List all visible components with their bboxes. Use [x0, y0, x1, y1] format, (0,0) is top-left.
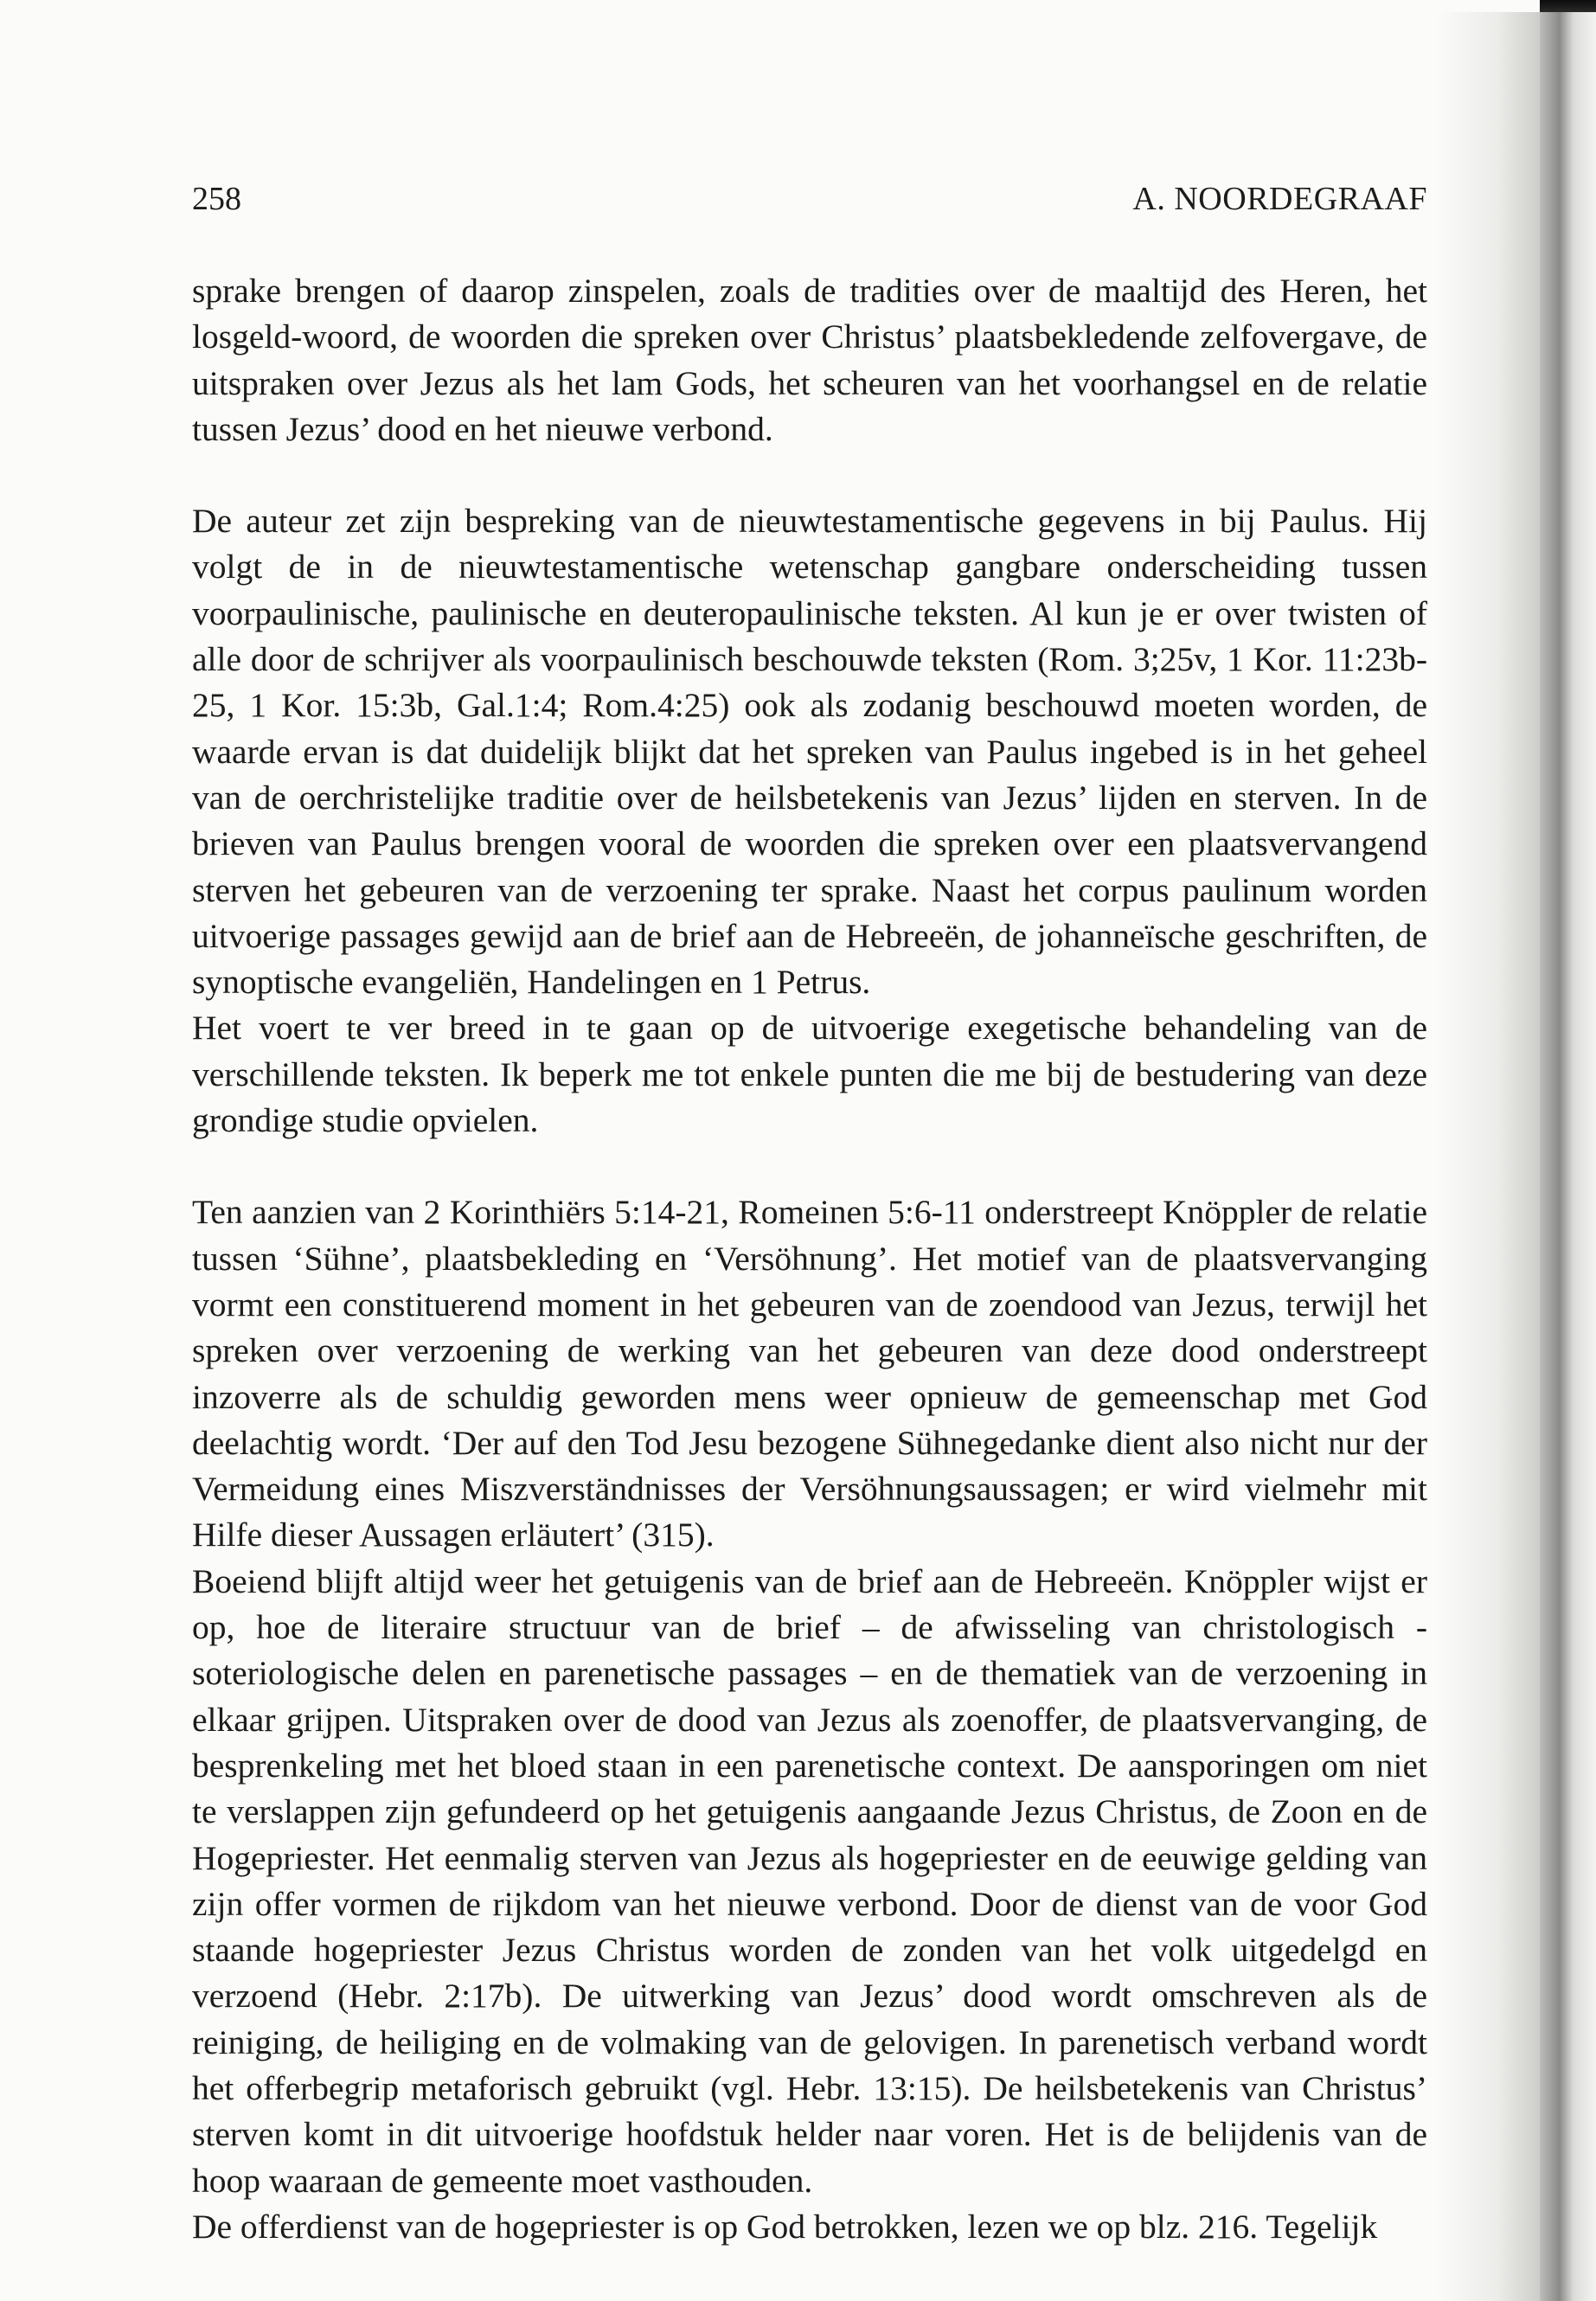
page-number: 258 — [192, 181, 241, 217]
binding-shadow — [1436, 12, 1540, 2301]
paragraph: Boeiend blijft altijd weer het getuigenis van de brief aan de Hebreeën. Knöppler wijst er op, hoe de literaire structuur van de brief – de afwisseling van christologisch - soteriologische delen en parenetische passages – en de thematiek van de verzoening in elkaar grijpen. Uitspraken over de dood van Jezus als zoenoffer, de plaatsvervanging, de besprenkeling met het bloed staan in een parenetische context. De aansporingen om niet te verslappen zijn gefundeerd op het getuigenis aangaande Jezus Christus, de Zoon en de Hogepriester. Het eenmalig sterven van Jezus als hogepriester en de eeuwige gelding van zijn offer vormen de rijkdom van het nieuwe verbond. Door de dienst van de voor God staande hogepriester Jezus Christus worden de zonden van het volk uitgedelgd en verzoend (Hebr. 2:17b). De uitwerking van Jezus’ dood wordt omschreven als de reiniging, de heiliging en de volmaking van de gelovigen. In parenetisch verband wordt het offerbegrip metaforisch gebruikt (vgl. Hebr. 13:15). De heilsbetekenis van Christus’ sterven komt in dit uitvoerige hoofdstuk helder naar voren. Het is de belijdenis van de hoop waaraan de gemeente moet vasthouden. — [192, 1561, 1427, 2200]
page-header — [192, 173, 1427, 225]
paragraph: De offerdienst van de hogepriester is op God betrokken, lezen we op blz. 216. Tegelijk — [192, 2207, 1378, 2246]
paragraph: Het voert te ver breed in te gaan op de uitvoerige exegetische behandeling van de verschillende teksten. Ik beperk me tot enkele punten die me bij de bestudering van deze grondige studie opvielen. — [192, 1009, 1427, 1140]
paragraph: Ten aanzien van 2 Korinthiërs 5:14-21, Romeinen 5:6-11 onderstreept Knöppler de relatie tussen ‘Sühne’, plaatsbekleding en ‘Versöhnung’. Het motief van de plaatsvervanging vormt een constituerend moment in het gebeuren van de zoendood van Jezus, terwijl het spreken over verzoening de werking van het gebeuren van deze dood onderstreept inzoverre als de schuldig geworden mens weer opnieuw de gemeenschap met God deelachtig wordt. ‘Der auf den Tod Jesu bezogene Sühnegedanke dient also nicht nur der Vermeidung eines Miszverständnisses der Versöhnungsaussagen; er wird vielmehr mit Hilfe dieser Aussagen erläutert’ (315). — [192, 1193, 1427, 1554]
page-edge-strip — [1540, 12, 1596, 2301]
paragraph: De auteur zet zijn bespreking van de nieuwtestamentische gegevens in bij Paulus. Hij volgt de in de nieuwtestamentische wetenschap gangbare onderscheiding tussen voorpaulinische, paulinische en deuteropaulinische teksten. Al kun je er over twisten of alle door de schrijver als voorpaulinisch beschouwde teksten (Rom. 3;25v, 1 Kor. 11:23b-25, 1 Kor. 15:3b, Gal.1:4; Rom.4:25) ook als zodanig beschouwd moeten worden, de waarde ervan is dat duidelijk blijkt dat het spreken van Paulus ingebed is in het geheel van de oerchristelijke traditie over de heilsbetekenis van Jezus’ lijden en sterven. In de brieven van Paulus brengen vooral de woorden die spreken over een plaatsvervangend sterven het gebeuren van de verzoening ter sprake. Naast het corpus paulinum worden uitvoerige passages gewijd aan de brief aan de Hebreeën, de johanneïsche geschriften, de synoptische evangeliën, Handelingen en 1 Petrus. — [192, 502, 1427, 1002]
paragraph: sprake brengen of daarop zinspelen, zoals de tradities over de maaltijd des Heren, het losgeld-woord, de woorden die spreken over Christus’ plaatsbekledende zelfovergave, de uitspraken over Jezus als het lam Gods, het scheuren van het voorhangsel en de relatie tussen Jezus’ dood en het nieuwe verbond. — [192, 272, 1427, 448]
body-text — [192, 268, 1427, 2250]
running-head: A. NOORDEGRAAF — [1132, 181, 1427, 217]
